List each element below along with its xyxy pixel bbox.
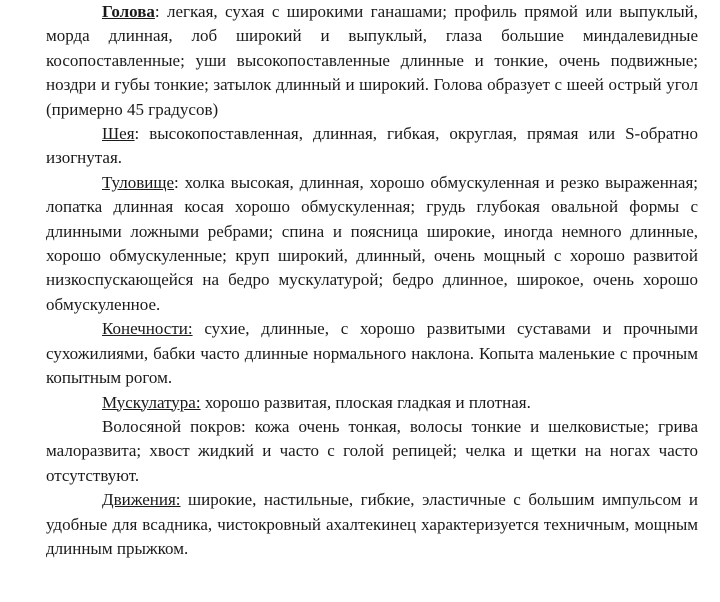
paragraph-neck-text: : высокопоставленная, длинная, гибкая, округлая, прямая или S-обратно изогнутая. [46,124,698,168]
heading-coat: Волосяной покров: [102,416,246,436]
paragraph-neck [46,122,698,171]
heading-body: Туловище [102,172,175,192]
heading-movement: Движения: [102,490,181,510]
paragraph-movement [46,488,698,561]
paragraph-coat [46,415,698,488]
paragraph-head-text: : легкая, сухая с широкими ганашами; профиль прямой или выпуклый, морда длинная, лоб широкий и выпуклый, глаза большие миндалевидные косопоставленные; уши высокопоставленные длинные и тонкие, очень подвижные; ноздри и губы тонкие; затылок длинный и широкий. Голова образует с шеей острый угол (примерно 45 градусов) [46,2,698,119]
paragraph-limbs-text: сухие, длинные, с хорошо развитыми суставами и прочными сухожилиями, бабки часто длинные нормального наклона. Копыта маленькие с прочным копытным рогом. [46,319,698,388]
paragraph-head [46,0,698,122]
heading-head: Голова [102,2,155,21]
paragraph-limbs [46,317,698,390]
heading-muscles: Мускулатура: [102,392,201,412]
paragraph-body [46,171,698,317]
paragraph-coat-text: кожа очень тонкая, волосы тонкие и шелковистые; грива малоразвита; хвост жидкий и часто с голой репицей; челка и щетки на ногах часто отсутствуют. [46,416,698,485]
paragraph-body-text: : холка высокая, длинная, хорошо обмускуленная и резко выраженная; лопатка длинная косая хорошо обмускуленная; грудь глубокая овальной формы с длинными ложными ребрами; спина и поясница широкие, иногда немного длинные, хорошо обмускуленные; круп широкий, длинный, очень мощный с хорошо развитой низкоспускающейся на бедро мускулатурой; бедро длинное, широкое, очень хорошо обмускуленное. [46,172,698,314]
heading-neck: Шея [102,124,135,144]
paragraph-muscles [46,391,698,415]
heading-limbs: Конечности: [102,319,193,339]
paragraph-movement-text: широкие, настильные, гибкие, эластичные с большим импульсом и удобные для всадника, чистокровный ахалтекинец характеризуется техничным, мощным длинным прыжком. [46,490,698,558]
document-page [46,0,698,561]
paragraph-muscles-text: хорошо развитая, плоская гладкая и плотная. [200,392,531,412]
